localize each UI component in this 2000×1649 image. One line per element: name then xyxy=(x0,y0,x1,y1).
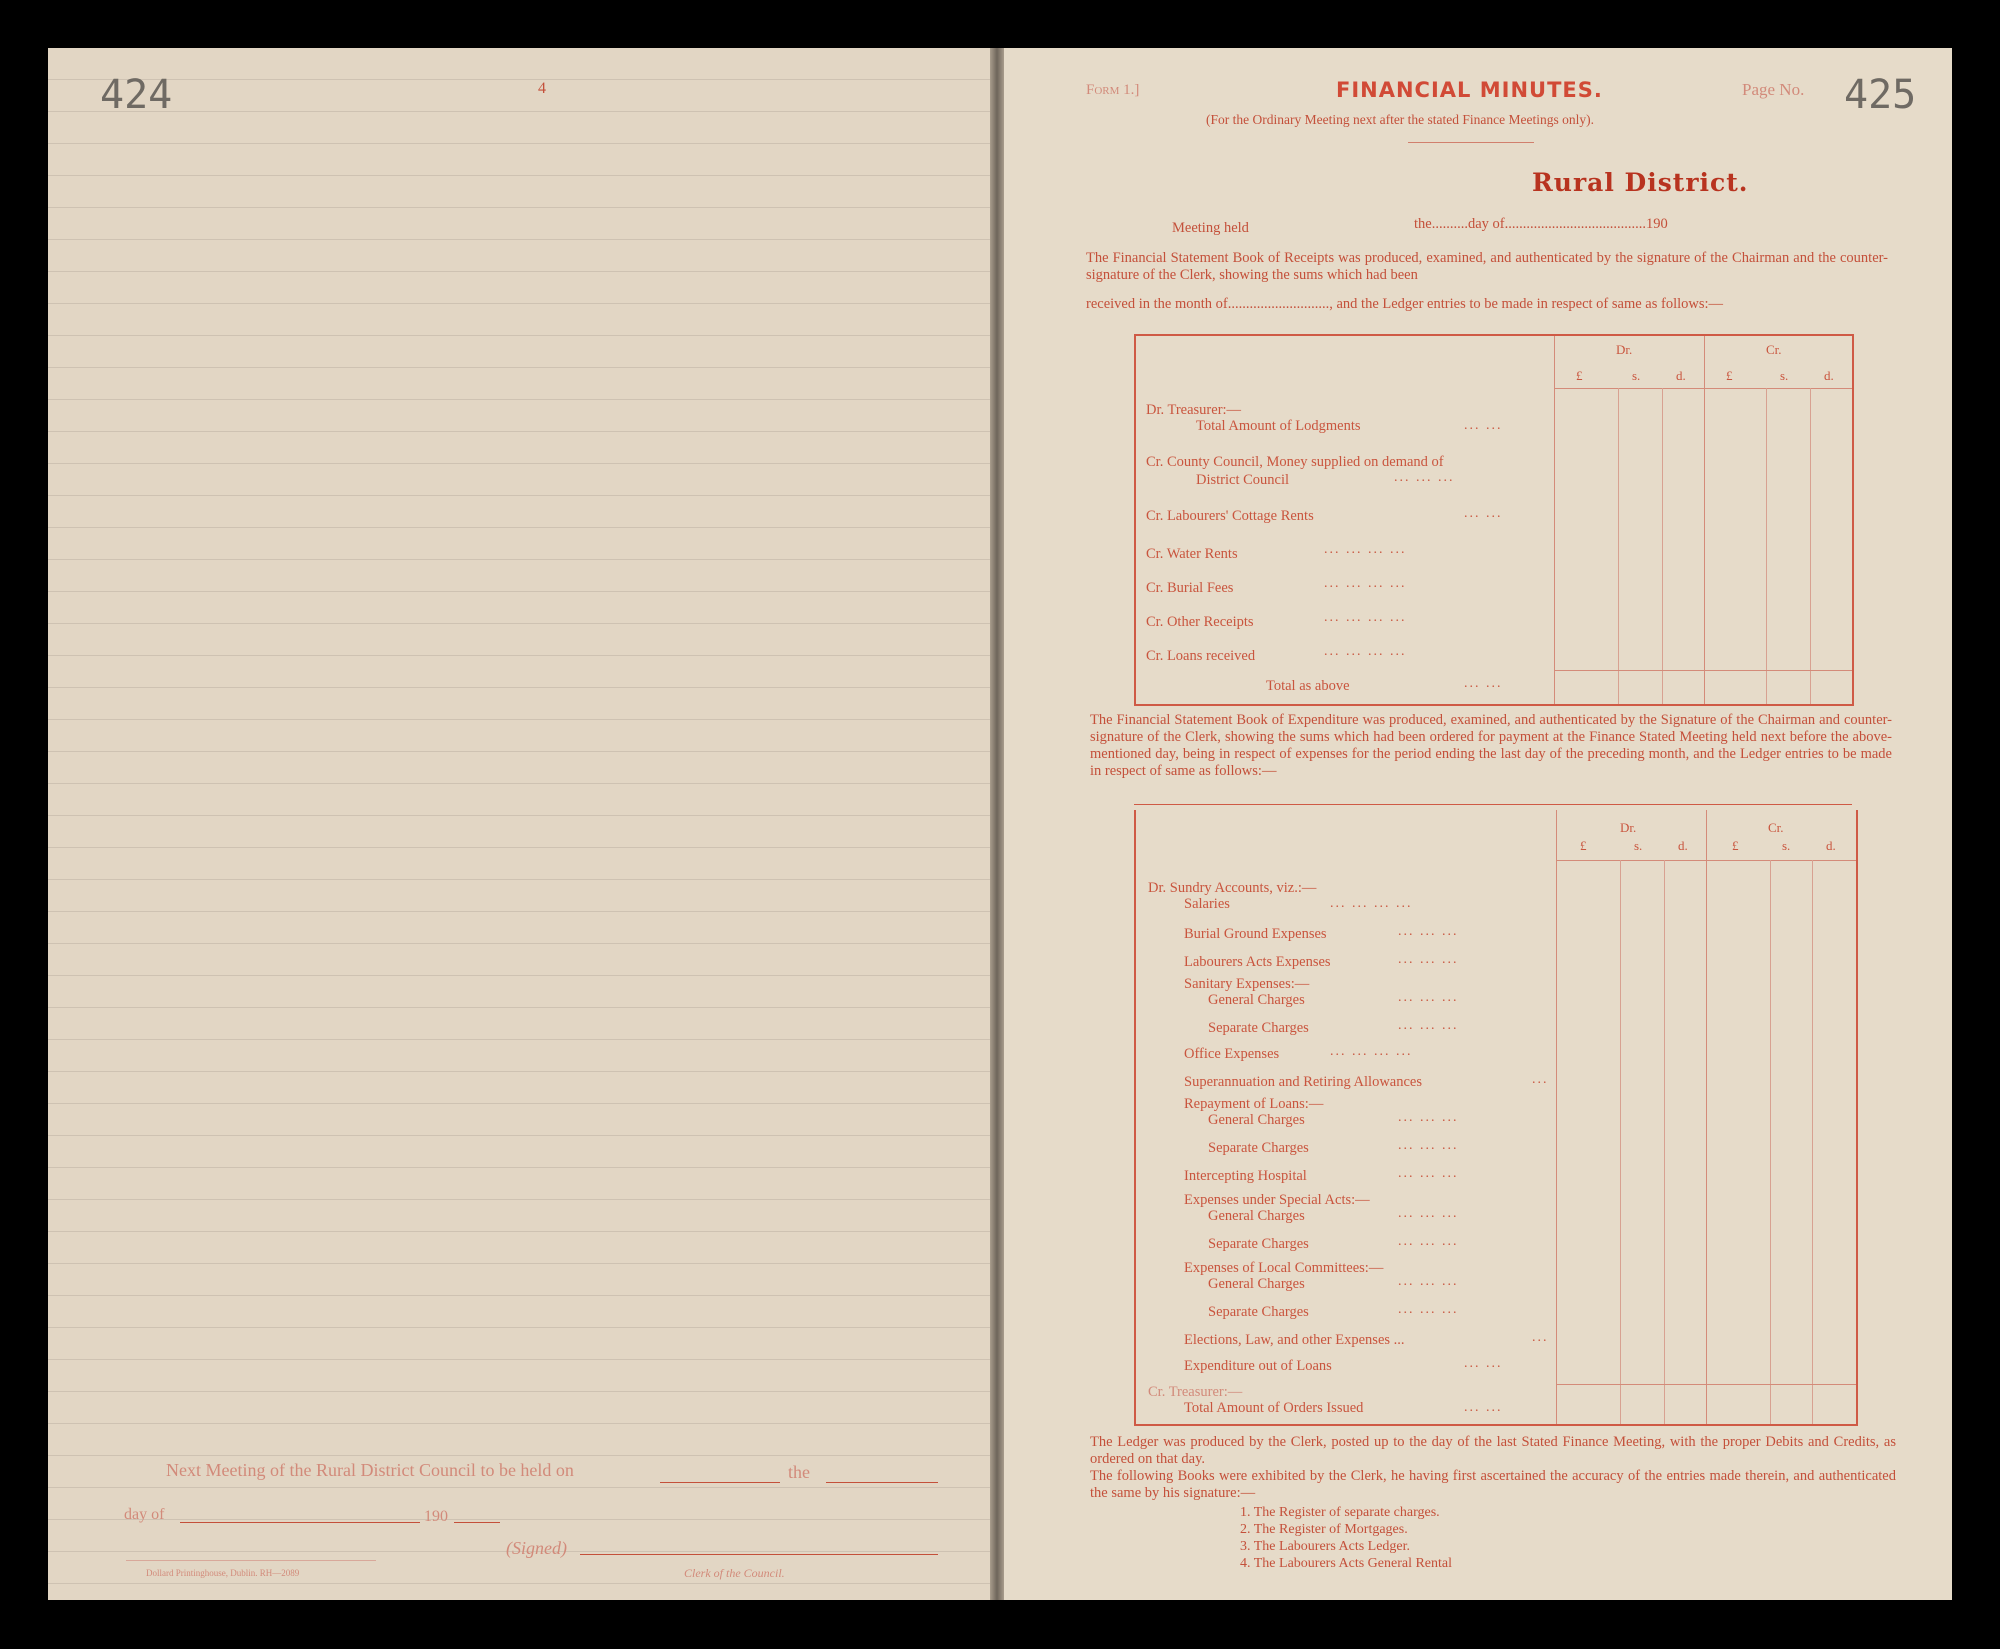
receipts-row-label: Cr. Labourers' Cottage Rents xyxy=(1146,508,1314,524)
year-label: 190 xyxy=(424,1508,448,1525)
expenditure-total-label: Total Amount of Orders Issued xyxy=(1184,1400,1364,1416)
expenditure-row-dots: ... ... ... ... xyxy=(1330,1044,1413,1059)
expenditure-row-label: General Charges xyxy=(1208,1112,1305,1128)
right-page-number: 425 xyxy=(1844,72,1917,118)
receipts-unit-pound-dr: £ xyxy=(1576,368,1583,383)
title-rule xyxy=(1408,142,1534,143)
expenditure-row-label: Dr. Sundry Accounts, viz.:— xyxy=(1148,880,1317,896)
books-paragraph: The following Books were exhibited by the Clerk, he having first ascertained the accuracy of the entries made therein, and authenticated the same by his signature:— xyxy=(1090,1468,1896,1501)
expenditure-row-label: Intercepting Hospital xyxy=(1184,1168,1307,1184)
expenditure-row-label: Cr. Treasurer:— xyxy=(1148,1384,1243,1400)
receipts-row-label: Dr. Treasurer:— xyxy=(1146,402,1242,418)
left-small-number: 4 xyxy=(538,80,546,97)
receipts-row-label: District Council xyxy=(1196,472,1290,488)
expenditure-unit-pound-dr: £ xyxy=(1580,838,1587,853)
expenditure-row-dots: ... ... ... ... xyxy=(1330,896,1413,911)
expenditure-unit-d-cr: d. xyxy=(1826,838,1836,853)
receipts-total-label: Total as above xyxy=(1266,678,1350,694)
expenditure-top-rule xyxy=(1134,804,1852,805)
expenditure-row-label: Separate Charges xyxy=(1208,1140,1309,1156)
next-meeting-date-line xyxy=(660,1482,780,1483)
expenditure-row-dots: ... ... ... xyxy=(1398,1138,1459,1153)
expenditure-row-label: Expenditure out of Loans xyxy=(1184,1358,1332,1374)
page-title: FINANCIAL MINUTES. xyxy=(1336,78,1603,102)
expenditure-row-dots: ... ... xyxy=(1464,1400,1503,1415)
page-subtitle: (For the Ordinary Meeting next after the stated Finance Meetings only). xyxy=(1206,112,1595,127)
receipts-unit-s-cr: s. xyxy=(1780,368,1789,383)
expenditure-row-label: Labourers Acts Expenses xyxy=(1184,954,1331,970)
day-of-line xyxy=(180,1522,420,1523)
books-list xyxy=(1240,1504,1452,1572)
next-meeting-the-line xyxy=(826,1482,938,1483)
receipts-row-label: Cr. Water Rents xyxy=(1146,546,1238,562)
receipts-dr-header: Dr. xyxy=(1616,342,1633,357)
receipts-row-label: Total Amount of Lodgments xyxy=(1196,418,1361,434)
expenditure-cr-header: Cr. xyxy=(1768,820,1784,835)
expenditure-row-label: General Charges xyxy=(1208,1208,1305,1224)
expenditure-row-label: Elections, Law, and other Expenses ... xyxy=(1184,1332,1405,1348)
signature-line xyxy=(580,1554,938,1555)
meeting-date-field: the..........day of.......................................190 xyxy=(1414,216,1668,232)
receipts-row-dots: ... ... xyxy=(1464,506,1503,521)
expenditure-paragraph: The Financial Statement Book of Expenditure was produced, examined, and authenticated by the Signature of the Chairman and counter-signature of the Clerk, showing the sums which had been ordered for payment at the Finance Stated Meeting held next before the above-mentioned day, being in respect of expenses for the period ending the last day of the preceding month, and the Ledger entries to be made in respect of same as follows:— xyxy=(1090,712,1892,779)
expenditure-row-label: General Charges xyxy=(1208,992,1305,1008)
expenditure-row-dots: ... ... ... xyxy=(1398,1110,1459,1125)
expenditure-row-label: Separate Charges xyxy=(1208,1236,1309,1252)
form-label: Form 1.] xyxy=(1086,82,1140,98)
books-list-item: 2. The Register of Mortgages. xyxy=(1240,1522,1408,1537)
expenditure-row-dots: ... ... ... xyxy=(1398,924,1459,939)
expenditure-unit-d-dr: d. xyxy=(1678,838,1688,853)
expenditure-row-dots: ... xyxy=(1532,1330,1549,1345)
expenditure-row-dots: ... ... ... xyxy=(1398,1018,1459,1033)
expenditure-row-dots: ... ... ... xyxy=(1398,990,1459,1005)
page-no-label: Page No. xyxy=(1742,80,1805,99)
expenditure-row-label: Burial Ground Expenses xyxy=(1184,926,1327,942)
year-line xyxy=(454,1522,500,1523)
receipts-row-dots: ... ... ... ... xyxy=(1324,610,1407,625)
day-of-label: day of xyxy=(124,1506,165,1523)
expenditure-row-dots: ... ... ... xyxy=(1398,1302,1459,1317)
expenditure-row-label: Separate Charges xyxy=(1208,1020,1309,1036)
receipts-row-label: Cr. Other Receipts xyxy=(1146,614,1254,630)
expenditure-row-dots: ... ... ... xyxy=(1398,1274,1459,1289)
expenditure-row-label: General Charges xyxy=(1208,1276,1305,1292)
left-page xyxy=(48,48,996,1600)
meeting-held-label: Meeting held xyxy=(1172,220,1249,236)
expenditure-row-label: Repayment of Loans:— xyxy=(1184,1096,1324,1112)
expenditure-row-dots: ... ... ... xyxy=(1398,1166,1459,1181)
expenditure-table xyxy=(1134,810,1858,1426)
receipts-row-label: Cr. Burial Fees xyxy=(1146,580,1234,596)
expenditure-unit-pound-cr: £ xyxy=(1732,838,1739,853)
receipts-row-dots: ... ... ... ... xyxy=(1324,576,1407,591)
printer-rule xyxy=(126,1560,376,1561)
receipts-paragraph-2: received in the month of............................, and the Ledger entries to be made in respect of same as follows:— xyxy=(1086,296,1724,312)
receipts-paragraph-1: The Financial Statement Book of Receipts was produced, examined, and authenticated by the signature of the Chairman and the counter-signature of the Clerk, showing the sums which had been xyxy=(1086,250,1888,283)
expenditure-row-dots: ... ... ... xyxy=(1398,952,1459,967)
receipts-row-label: Cr. Loans received xyxy=(1146,648,1256,664)
expenditure-row-label: Superannuation and Retiring Allowances xyxy=(1184,1074,1422,1090)
receipts-unit-d-cr: d. xyxy=(1824,368,1834,383)
expenditure-row-dots: ... xyxy=(1532,1072,1549,1087)
receipts-table xyxy=(1134,334,1854,706)
book-gutter xyxy=(990,48,1004,1600)
expenditure-row-label: Expenses under Special Acts:— xyxy=(1184,1192,1370,1208)
receipts-row-dots: ... ... ... ... xyxy=(1324,542,1407,557)
receipts-unit-d-dr: d. xyxy=(1676,368,1686,383)
expenditure-row-dots: ... ... xyxy=(1464,1356,1503,1371)
receipts-row-dots: ... ... ... xyxy=(1394,470,1455,485)
expenditure-unit-s-cr: s. xyxy=(1782,838,1791,853)
next-meeting-the: the xyxy=(788,1462,810,1482)
signed-label: (Signed) xyxy=(506,1538,567,1558)
receipts-cr-header: Cr. xyxy=(1766,342,1782,357)
expenditure-unit-s-dr: s. xyxy=(1634,838,1643,853)
expenditure-row-label: Office Expenses xyxy=(1184,1046,1280,1062)
books-list-item: 4. The Labourers Acts General Rental xyxy=(1240,1556,1453,1571)
expenditure-row-label: Separate Charges xyxy=(1208,1304,1309,1320)
printer-imprint: Dollard Printinghouse, Dublin. RH—2089 xyxy=(146,1568,300,1578)
expenditure-row-label: Salaries xyxy=(1184,896,1230,912)
clerk-caption: Clerk of the Council. xyxy=(684,1566,785,1580)
expenditure-row-label: Expenses of Local Committees:— xyxy=(1184,1260,1384,1276)
left-page-number: 424 xyxy=(100,72,173,118)
receipts-row-dots: ... ... ... ... xyxy=(1324,644,1407,659)
books-list-item: 1. The Register of separate charges. xyxy=(1240,1505,1440,1520)
receipts-row-label: Cr. County Council, Money supplied on demand of xyxy=(1146,454,1444,470)
receipts-row-dots: ... ... xyxy=(1464,418,1503,433)
expenditure-row-dots: ... ... ... xyxy=(1398,1206,1459,1221)
next-meeting-label: Next Meeting of the Rural District Council to be held on xyxy=(166,1460,574,1480)
expenditure-row-dots: ... ... ... xyxy=(1398,1234,1459,1249)
expenditure-dr-header: Dr. xyxy=(1620,820,1637,835)
receipts-unit-pound-cr: £ xyxy=(1726,368,1733,383)
receipts-unit-s-dr: s. xyxy=(1632,368,1641,383)
ledger-paragraph: The Ledger was produced by the Clerk, posted up to the day of the last Stated Finance Meeting, with the proper Debits and Credits, as ordered on that day. xyxy=(1090,1434,1896,1467)
receipts-row-dots: ... ... xyxy=(1464,676,1503,691)
books-list-item: 3. The Labourers Acts Ledger. xyxy=(1240,1539,1411,1554)
expenditure-row-label: Sanitary Expenses:— xyxy=(1184,976,1310,992)
rural-district-heading: Rural District. xyxy=(1532,168,1749,197)
